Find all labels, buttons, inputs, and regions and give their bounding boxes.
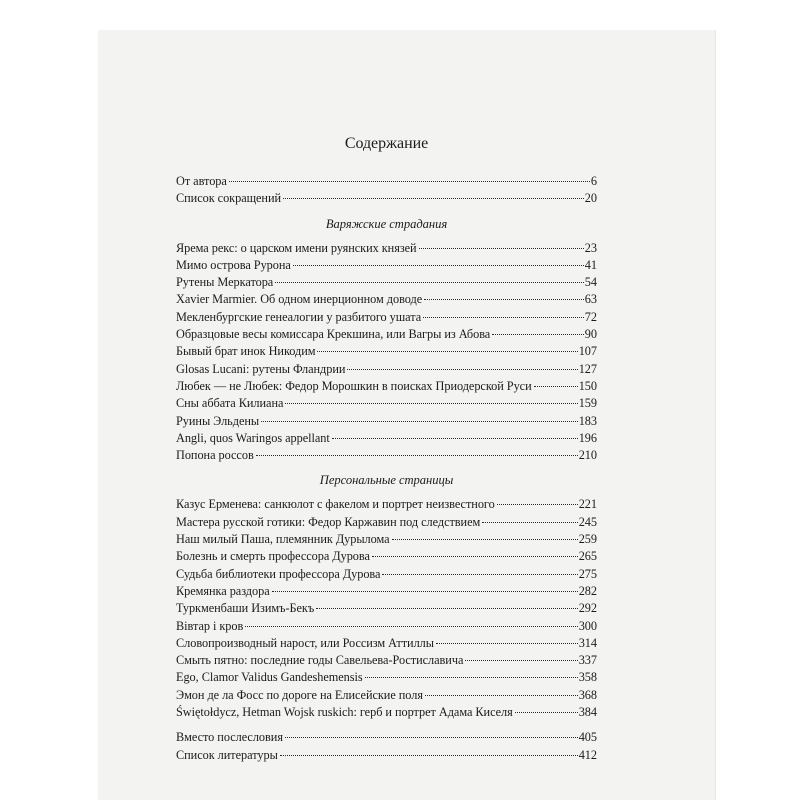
toc-entry <box>176 378 597 395</box>
dot-leader <box>283 198 584 199</box>
entry-page: 368 <box>578 687 597 702</box>
entry-page: 358 <box>578 670 597 685</box>
entry-page: 314 <box>578 635 597 650</box>
entry-title: Мастера русской готики: Федор Каржавин под следствием <box>176 514 481 529</box>
dot-leader <box>332 438 578 439</box>
toc-entry <box>176 600 597 617</box>
entry-title: Рутены Меркатора <box>176 275 274 290</box>
entry-page: 90 <box>584 327 597 342</box>
dot-leader <box>285 737 578 738</box>
entry-title: Попона россов <box>176 448 254 463</box>
section-entries <box>176 496 597 721</box>
spacer <box>176 721 597 729</box>
entry-page: 159 <box>578 396 597 411</box>
dot-leader <box>436 643 578 644</box>
entry-page: 384 <box>578 705 597 720</box>
entry-page: 405 <box>578 730 597 745</box>
toc-entry <box>176 343 597 360</box>
toc-entry <box>176 190 597 207</box>
entry-title: Эмон де ла Фосс по дороге на Елисейские поля <box>176 687 423 702</box>
dot-leader <box>272 591 578 592</box>
entry-page: 63 <box>584 292 597 307</box>
entry-title: Сны аббата Килиана <box>176 396 284 411</box>
toc-entry <box>176 652 597 669</box>
toc-entry <box>176 514 597 531</box>
entry-page: 23 <box>584 240 597 255</box>
entry-page: 20 <box>584 191 597 206</box>
entry-title: Мекленбургские генеалогии у разбитого ушата <box>176 309 422 324</box>
toc-entry <box>176 704 597 721</box>
section-title: Персональные страницы <box>319 473 454 488</box>
dot-leader <box>534 386 578 387</box>
dot-leader <box>285 403 577 404</box>
entry-page: 275 <box>578 566 597 581</box>
dot-leader <box>229 181 590 182</box>
toc-entry <box>176 635 597 652</box>
entry-page: 183 <box>578 413 597 428</box>
table-of-contents <box>176 131 597 764</box>
entry-page: 337 <box>578 653 597 668</box>
toc-entry <box>176 395 597 412</box>
toc-entry <box>176 326 597 343</box>
toc-entry <box>176 747 597 764</box>
dot-leader <box>382 574 577 575</box>
toc-entry <box>176 257 597 274</box>
dot-leader <box>465 660 577 661</box>
entry-title: Список литературы <box>176 747 278 762</box>
toc-entry <box>176 548 597 565</box>
toc-entry <box>176 618 597 635</box>
entry-title: Вместо послесловия <box>176 730 283 745</box>
entry-title: Болезнь и смерть профессора Дурова <box>176 549 370 564</box>
toc-entry <box>176 173 597 190</box>
dot-leader <box>392 539 578 540</box>
dot-leader <box>261 421 578 422</box>
section-title: Варяжские страдания <box>325 216 448 231</box>
entry-page: 245 <box>578 514 597 529</box>
dot-leader <box>515 712 578 713</box>
toc-title: Содержание <box>344 135 429 152</box>
entry-page: 210 <box>578 448 597 463</box>
entry-title: Список сокращений <box>176 191 282 206</box>
dot-leader <box>275 282 584 283</box>
dot-leader <box>492 334 584 335</box>
entry-title: Кремянка раздора <box>176 583 270 598</box>
entry-page: 196 <box>578 430 597 445</box>
entry-title: Смыть пятно: последние годы Савельева-Ростиславича <box>176 653 464 668</box>
toc-entry <box>176 496 597 513</box>
toc-entry <box>176 729 597 746</box>
dot-leader <box>497 504 578 505</box>
entry-page: 107 <box>578 344 597 359</box>
dot-leader <box>280 755 578 756</box>
entry-page: 292 <box>578 601 597 616</box>
dot-leader <box>482 522 577 523</box>
toc-entry <box>176 669 597 686</box>
entry-title: Наш милый Паша, племянник Дурылома <box>176 532 390 547</box>
entry-title: Любек — не Любек: Федор Морошкин в поисках Приодерской Руси <box>176 378 532 393</box>
entry-title: Ego, Clamor Validus Gandeshemensis <box>176 670 363 685</box>
section-entries <box>176 240 597 465</box>
entry-page: 300 <box>578 618 597 633</box>
entry-title: Świętołdycz, Hetman Wojsk ruskich: герб и портрет Адама Киселя <box>176 705 513 720</box>
dot-leader <box>425 695 578 696</box>
toc-entry <box>176 531 597 548</box>
toc-entry <box>176 687 597 704</box>
dot-leader <box>245 626 577 627</box>
dot-leader <box>419 248 584 249</box>
dot-leader <box>365 677 578 678</box>
entry-title: Казус Ерменева: санкюлот с факелом и портрет неизвестного <box>176 497 495 512</box>
dot-leader <box>347 369 577 370</box>
intro-entries <box>176 173 597 208</box>
entry-page: 265 <box>578 549 597 564</box>
entry-title: Судьба библиотеки профессора Дурова <box>176 566 381 581</box>
entry-title: Туркменбаши Изимъ-Бекъ <box>176 601 315 616</box>
entry-page: 6 <box>590 174 597 188</box>
entry-title: Ярема рекс: о царском имени руянских князей <box>176 240 417 255</box>
entry-title: Xavier Marmier. Об одном инерционном доводе <box>176 292 423 307</box>
entry-title: Словопроизводный нарост, или Россизм Аттиллы <box>176 635 434 650</box>
entry-page: 72 <box>584 309 597 324</box>
toc-entry <box>176 430 597 447</box>
entry-title: Бывый брат инок Никодим <box>176 344 316 359</box>
toc-entry <box>176 413 597 430</box>
toc-entry <box>176 361 597 378</box>
entry-title: Glosas Lucani: рутены Фландрии <box>176 361 346 376</box>
dot-leader <box>424 299 584 300</box>
entry-title: Вiвтар i кров <box>176 618 244 633</box>
toc-entry <box>176 566 597 583</box>
entry-page: 127 <box>578 361 597 376</box>
entry-title: Angli, quos Waringos appellant <box>176 430 330 445</box>
entry-page: 150 <box>578 378 597 393</box>
toc-entry <box>176 583 597 600</box>
toc-entry <box>176 240 597 257</box>
toc-entry <box>176 291 597 308</box>
toc-entry <box>176 274 597 291</box>
outro-entries <box>176 729 597 764</box>
dot-leader <box>372 556 578 557</box>
toc-entry <box>176 309 597 326</box>
entry-page: 412 <box>578 747 597 762</box>
entry-title: От автора <box>176 174 227 188</box>
toc-entry <box>176 447 597 464</box>
entry-page: 259 <box>578 532 597 547</box>
entry-page: 54 <box>584 275 597 290</box>
entry-title: Мимо острова Рурона <box>176 257 291 272</box>
entry-title: Руины Эльдены <box>176 413 260 428</box>
entry-title: Образцовые весы комиссара Крекшина, или Вагры из Абова <box>176 327 491 342</box>
entry-page: 282 <box>578 583 597 598</box>
dot-leader <box>256 455 578 456</box>
entry-page: 41 <box>584 257 597 272</box>
dot-leader <box>317 351 577 352</box>
dot-leader <box>293 265 584 266</box>
dot-leader <box>423 317 584 318</box>
dot-leader <box>316 608 578 609</box>
entry-page: 221 <box>578 497 597 512</box>
